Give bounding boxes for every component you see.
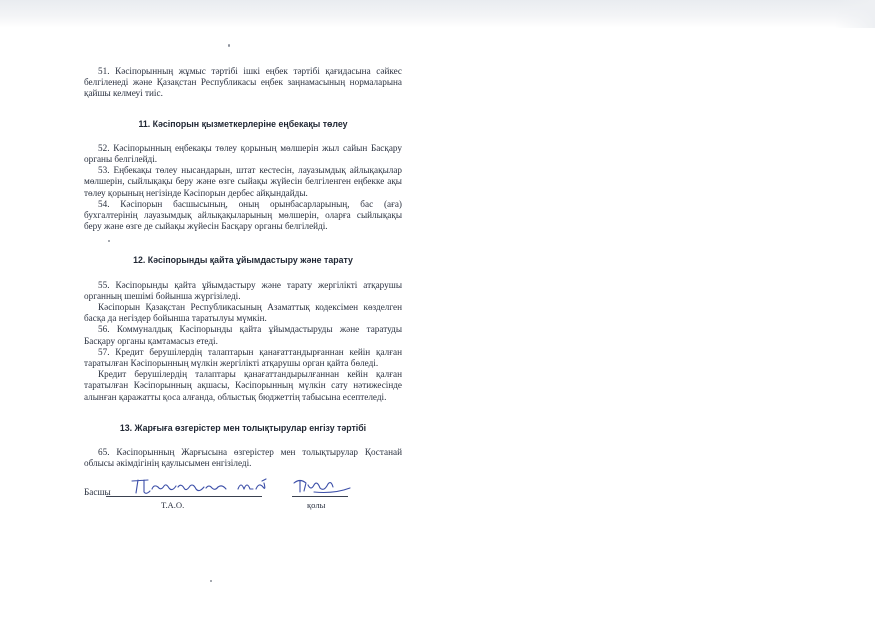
signature-block: [84, 483, 402, 509]
paragraph-54: 54. Кәсіпорын басшысының, оның орынбасарларының, бас (аға) бухгалтерінің лауазымдық айлықақыларының мөлшерін, оларға сыйлықақы беру және өзге де сыйақы жүйесін Басқару органы белгілейді.: [84, 198, 402, 232]
name-caption: Т.А.О.: [161, 500, 185, 511]
scan-top-edge: [0, 0, 875, 28]
paragraph-53: 53. Еңбекақы төлеу нысандарын, штат кестесін, лауазымдық айлықақылар мөлшерін, сыйлықақы беру және өзге сыйақы жүйесін белгіленген еңбекке ақы төлеу қорының негізінде Кәсіпорын дербес айқындайды.: [84, 165, 402, 198]
paragraph-57-cont: Кредит берушілердің талаптары қанағаттандырылғаннан кейін қалған таратылған Кәсіпорынның ақшасы, Кәсіпорынның мүлкін сату нәтижесінде алынған қаражатты қоса алғанда, облыстық бюджеттің табысына есептеледі.: [84, 369, 402, 402]
signature-caption: қолы: [307, 500, 326, 511]
scan-speck: [210, 580, 212, 582]
signature-label: Басшы: [84, 487, 111, 498]
paragraph-52: 52. Кәсіпорынның еңбекақы төлеу қорының мөлшерін жыл сайын Басқару органы белгілейді.: [84, 142, 402, 165]
scan-speck: [228, 44, 230, 47]
scan-corner-shade: [835, 0, 875, 28]
section-12-heading: 12. Кәсіпорынды қайта ұйымдастыру және тарату: [133, 255, 353, 266]
document-page: [84, 66, 402, 509]
paragraph-55: 55. Кәсіпорынды қайта ұйымдастыру және тарату жергілікті атқарушы органның шешімі бойынша жүргізіледі.: [84, 279, 402, 301]
paragraph-56: 56. Коммуналдық Кәсіпорынды қайта ұйымдастыруды және таратуды Басқару органы қамтамасыз етеді.: [84, 324, 402, 346]
paragraph-51: 51. Кәсіпорынның жұмыс тәртібі ішкі еңбек тәртібі қағидасына сәйкес белгіленеді және Қазақстан Республикасы еңбек заңнамасының нормаларына қайшы келмеуі тиіс.: [84, 66, 402, 99]
section-11-heading: 11. Кәсіпорын қызметкерлеріне еңбекақы төлеу: [138, 118, 348, 129]
paragraph-65: 65. Кәсіпорынның Жарғысына өзгерістер мен толықтырулар Қостанай облысы әкімдігінің қаулысымен енгізіледі.: [84, 447, 402, 469]
paragraph-57: 57. Кредит берушілердің талаптарын қанағаттандырғаннан кейін қалған таратылған Кәсіпорынның мүлкін жергілікті атқарушы орган қайта бөледі.: [84, 346, 402, 369]
section-13-heading: 13. Жарғыға өзгерістер мен толықтырулар енгізу тәртібі: [119, 422, 367, 433]
paragraph-55-cont: Кәсіпорын Қазақстан Республикасының Азаматтық кодексімен көзделген басқа да негіздер бойынша таратылуы мүмкін.: [84, 302, 402, 324]
handwritten-signature: [114, 475, 354, 499]
